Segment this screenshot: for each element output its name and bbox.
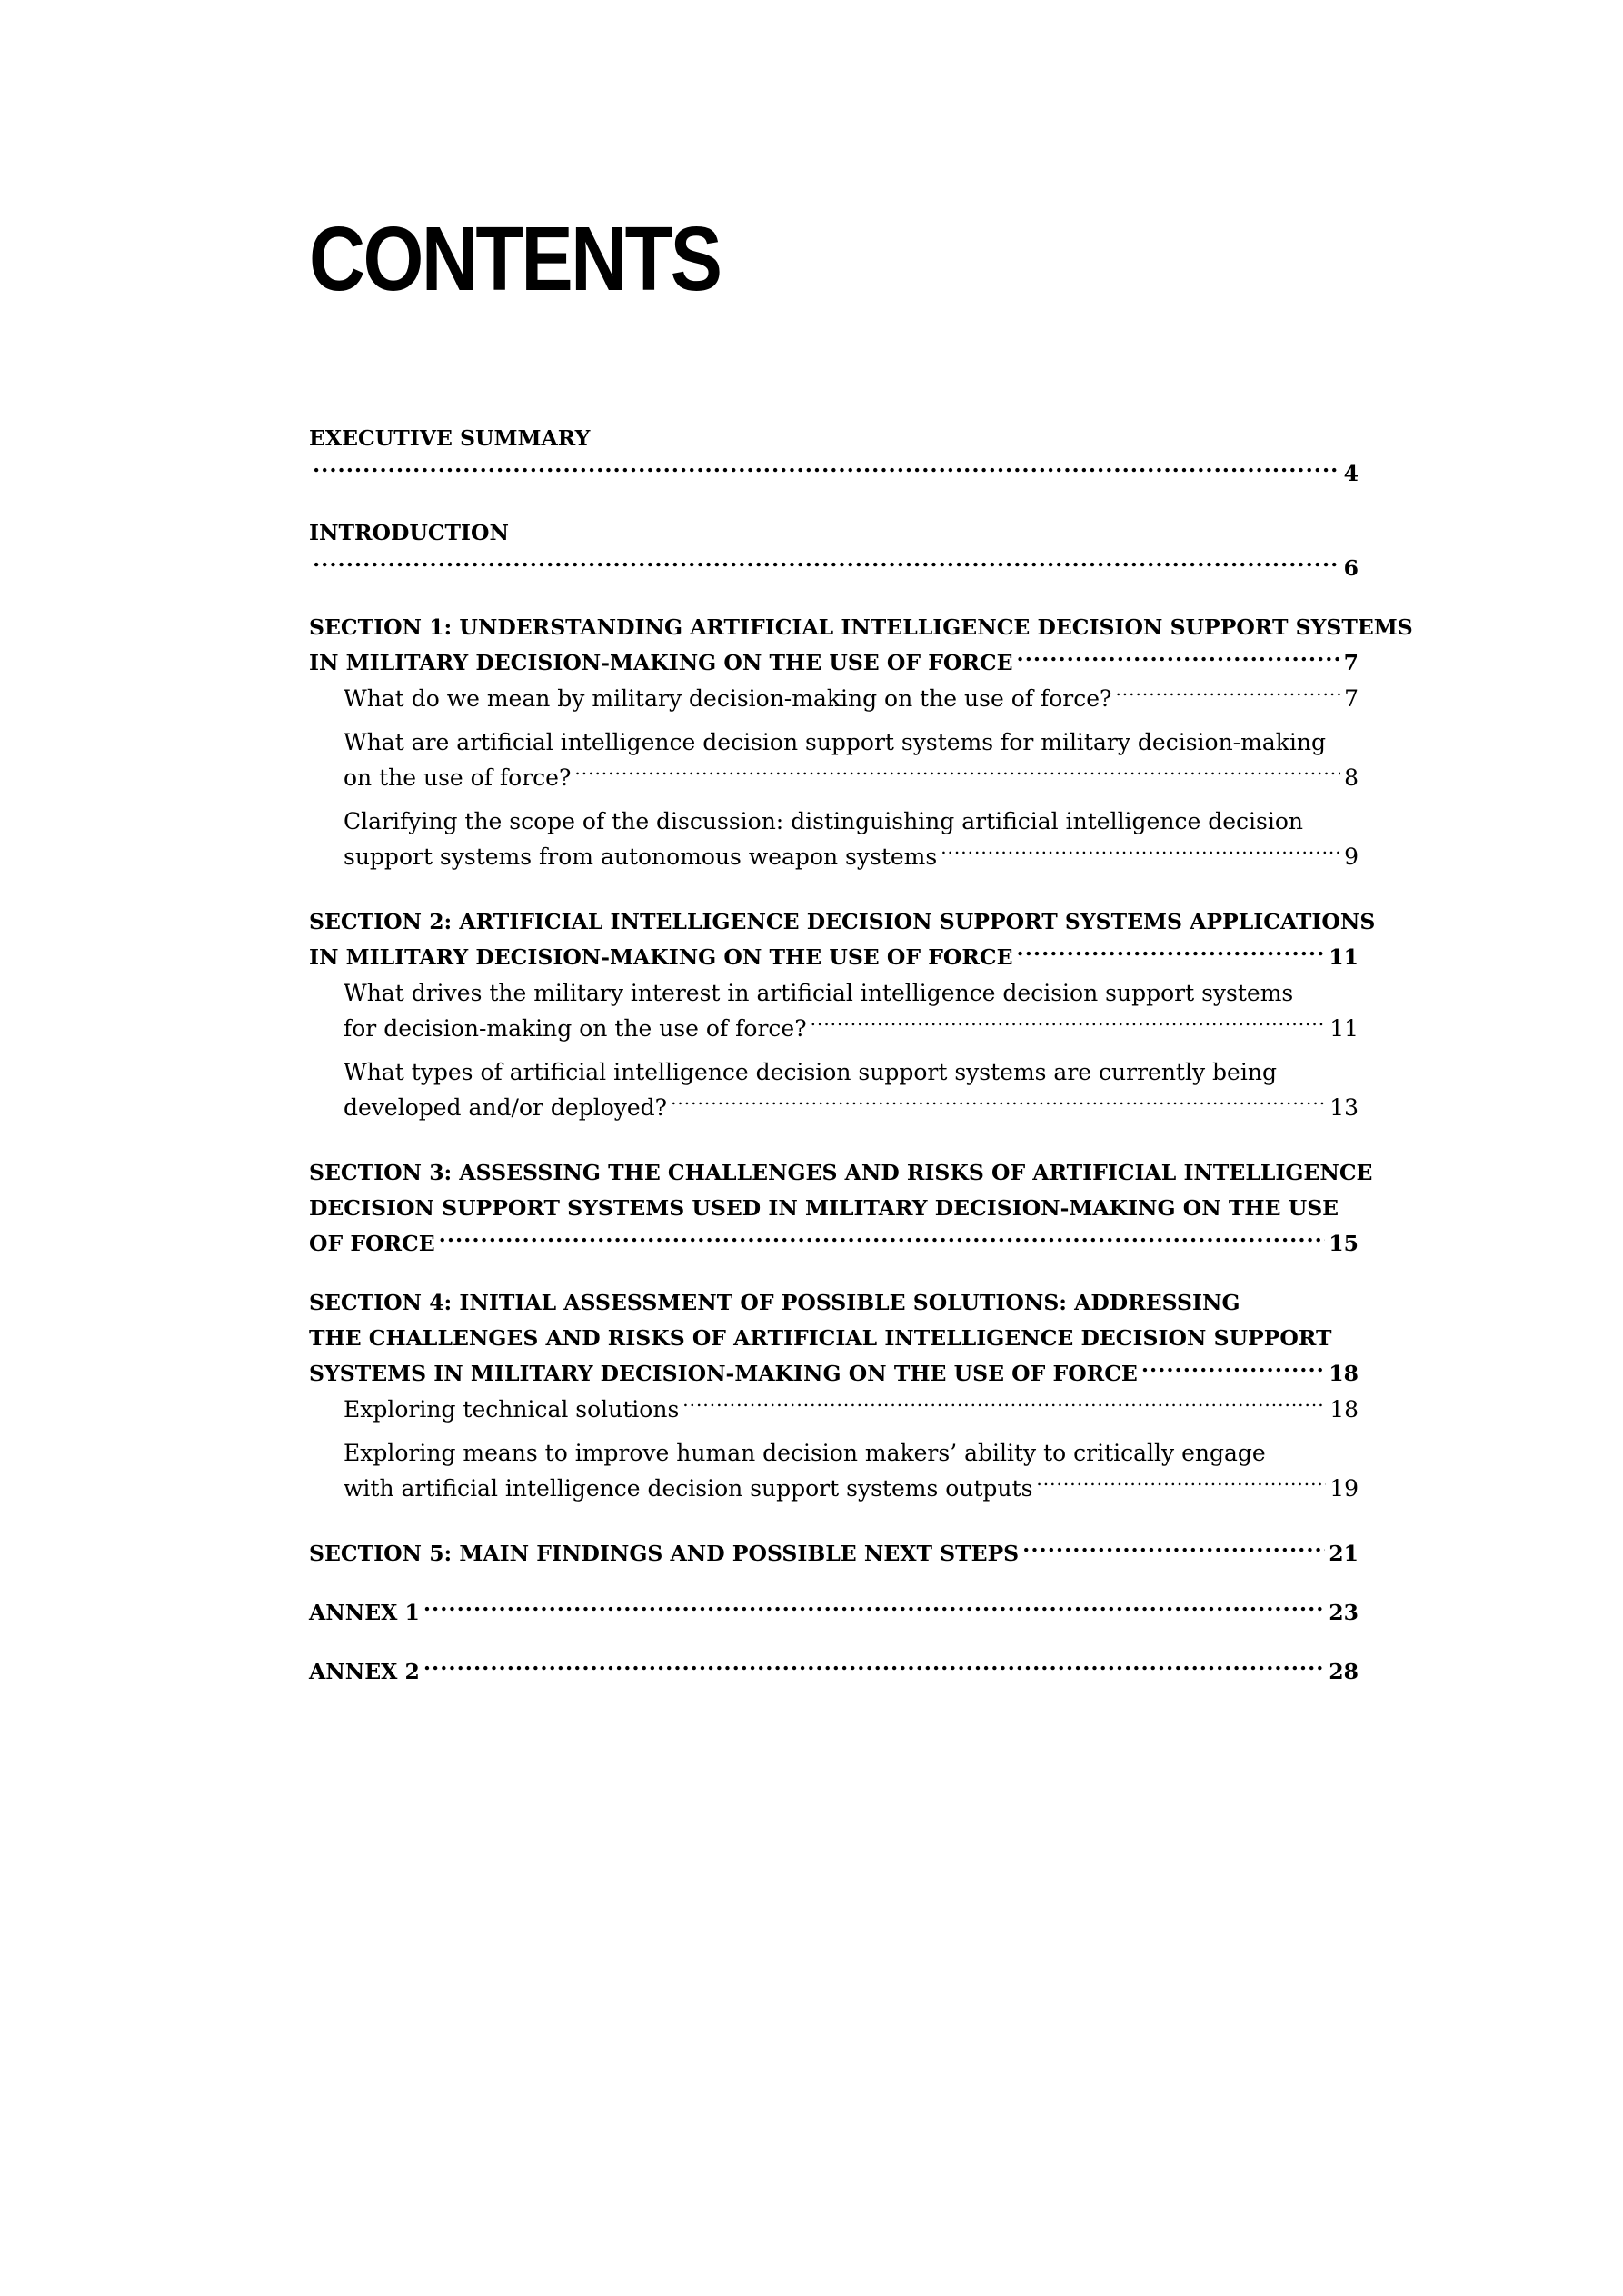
toc-subsection-entry[interactable] [344,724,1359,795]
toc-entry-leader-line [344,839,1359,874]
dot-leader [811,1013,1327,1036]
dot-leader [313,554,1340,576]
toc-entry-title: IN MILITARY DECISION-MAKING ON THE USE OF FORCE [309,944,1013,970]
contents-page [309,208,1413,1690]
toc-page-number: 28 [1329,1659,1359,1684]
dot-leader [574,763,1340,785]
toc-page-number: 8 [1344,764,1359,791]
toc-page-number: 18 [1329,1361,1359,1386]
dot-leader [682,1394,1326,1417]
toc-page-number: 23 [1329,1600,1359,1625]
toc-subsection-entry[interactable] [344,804,1359,874]
toc-subsection-entry[interactable] [344,975,1359,1046]
toc-entry-text-line: Exploring means to improve human decision makers’ ability to critically engage [344,1440,1266,1466]
toc-section-entry[interactable] [309,904,1376,975]
dot-leader [423,1658,1325,1680]
toc-section-entry[interactable] [309,1654,1359,1690]
toc-section-entry[interactable] [309,1595,1359,1631]
toc-entry-text-line: What are artificial intelligence decision support systems for military decision-making [344,729,1326,755]
dot-leader [1036,1473,1326,1496]
toc-page-number: 11 [1329,944,1359,970]
toc-section-entry[interactable] [309,610,1413,681]
toc-subsection-entry[interactable] [344,1392,1359,1427]
toc-entry-title: Exploring technical solutions [344,1396,680,1423]
toc-entry-title: ANNEX 1 [309,1600,420,1625]
toc-page-number: 21 [1329,1541,1359,1566]
toc-entry-leader-line [309,1654,1359,1690]
toc-section-entry[interactable] [309,1155,1373,1262]
toc-subsection-entry[interactable] [344,1435,1359,1506]
toc-entry-title: support systems from autonomous weapon systems [344,844,938,870]
toc-page-number: 13 [1329,1094,1359,1121]
dot-leader [941,842,1340,864]
toc-entry-leader-line [309,645,1359,681]
toc-entry-leader-line [309,1595,1359,1631]
toc-entry-title: on the use of force? [344,764,572,791]
toc-page-number: 19 [1329,1475,1359,1502]
toc-entry-title: for decision-making on the use of force? [344,1015,807,1042]
toc-page-number: 4 [1343,461,1359,486]
toc-page-number: 18 [1329,1396,1359,1423]
toc-entry-leader-line [344,681,1359,716]
dot-leader [671,1093,1326,1115]
toc-entry-title: ANNEX 2 [309,1659,420,1684]
dot-leader [1115,684,1340,706]
toc-entry-leader-line [309,1226,1359,1262]
toc-entry-leader-line [344,1392,1359,1427]
toc-entry-title: OF FORCE [309,1231,435,1256]
toc-subsection-entry[interactable] [344,681,1359,716]
toc-entry-text-line: EXECUTIVE SUMMARY [309,425,591,451]
dot-leader [1017,943,1326,965]
toc-entry-title: What do we mean by military decision-making on the use of force? [344,685,1112,712]
toc-section-entry[interactable] [309,1536,1359,1572]
toc-section-entry[interactable] [309,515,1359,586]
toc-entry-title: with artificial intelligence decision support systems outputs [344,1475,1033,1502]
toc-entry-text-line: SECTION 2: ARTIFICIAL INTELLIGENCE DECISION SUPPORT SYSTEMS APPLICATIONS [309,909,1376,934]
dot-leader [313,460,1340,482]
toc-entry-leader-line [309,1536,1359,1572]
toc-entry-leader-line [344,1471,1359,1506]
dot-leader [439,1230,1326,1252]
toc-page-number: 9 [1344,844,1359,870]
toc-page-number: 7 [1343,650,1359,675]
toc-entry-text-line: THE CHALLENGES AND RISKS OF ARTIFICIAL INTELLIGENCE DECISION SUPPORT [309,1325,1332,1351]
toc-section-entry[interactable] [309,421,1359,492]
toc-entry-text-line: What types of artificial intelligence decision support systems are currently being [344,1059,1277,1085]
toc-entry-text-line: SECTION 3: ASSESSING THE CHALLENGES AND RISKS OF ARTIFICIAL INTELLIGENCE [309,1160,1373,1185]
toc-entry-title: SECTION 5: MAIN FINDINGS AND POSSIBLE NEXT STEPS [309,1541,1020,1566]
toc-entry-leader-line [309,456,1359,492]
dot-leader [423,1599,1325,1621]
toc-entry-text-line: INTRODUCTION [309,520,509,545]
page-title: CONTENTS [309,208,721,310]
toc-section-entry[interactable] [309,1285,1359,1392]
dot-leader [1141,1360,1325,1382]
toc-entry-title: IN MILITARY DECISION-MAKING ON THE USE OF FORCE [309,650,1013,675]
toc-entry-text-line: SECTION 4: INITIAL ASSESSMENT OF POSSIBLE SOLUTIONS: ADDRESSING [309,1290,1240,1315]
toc-entry-leader-line [344,1090,1359,1125]
toc-entry-text-line: Clarifying the scope of the discussion: distinguishing artificial intelligence decision [344,808,1303,834]
dot-leader [1022,1540,1325,1562]
table-of-contents [309,421,1413,1690]
toc-entry-text-line: DECISION SUPPORT SYSTEMS USED IN MILITARY DECISION-MAKING ON THE USE [309,1195,1339,1221]
toc-entry-text-line: SECTION 1: UNDERSTANDING ARTIFICIAL INTELLIGENCE DECISION SUPPORT SYSTEMS [309,614,1413,640]
toc-entry-leader-line [344,1011,1359,1046]
toc-subsection-entry[interactable] [344,1054,1359,1125]
toc-entry-text-line: What drives the military interest in artificial intelligence decision support systems [344,980,1294,1006]
toc-entry-leader-line [309,551,1359,586]
toc-entry-title: SYSTEMS IN MILITARY DECISION-MAKING ON THE USE OF FORCE [309,1361,1138,1386]
toc-entry-leader-line [309,1356,1359,1392]
toc-entry-title: developed and/or deployed? [344,1094,668,1121]
toc-page-number: 11 [1329,1015,1359,1042]
toc-page-number: 7 [1344,685,1359,712]
toc-page-number: 6 [1343,555,1359,581]
dot-leader [1017,649,1340,671]
toc-page-number: 15 [1329,1231,1359,1256]
toc-entry-leader-line [344,760,1359,795]
toc-entry-leader-line [309,940,1359,975]
